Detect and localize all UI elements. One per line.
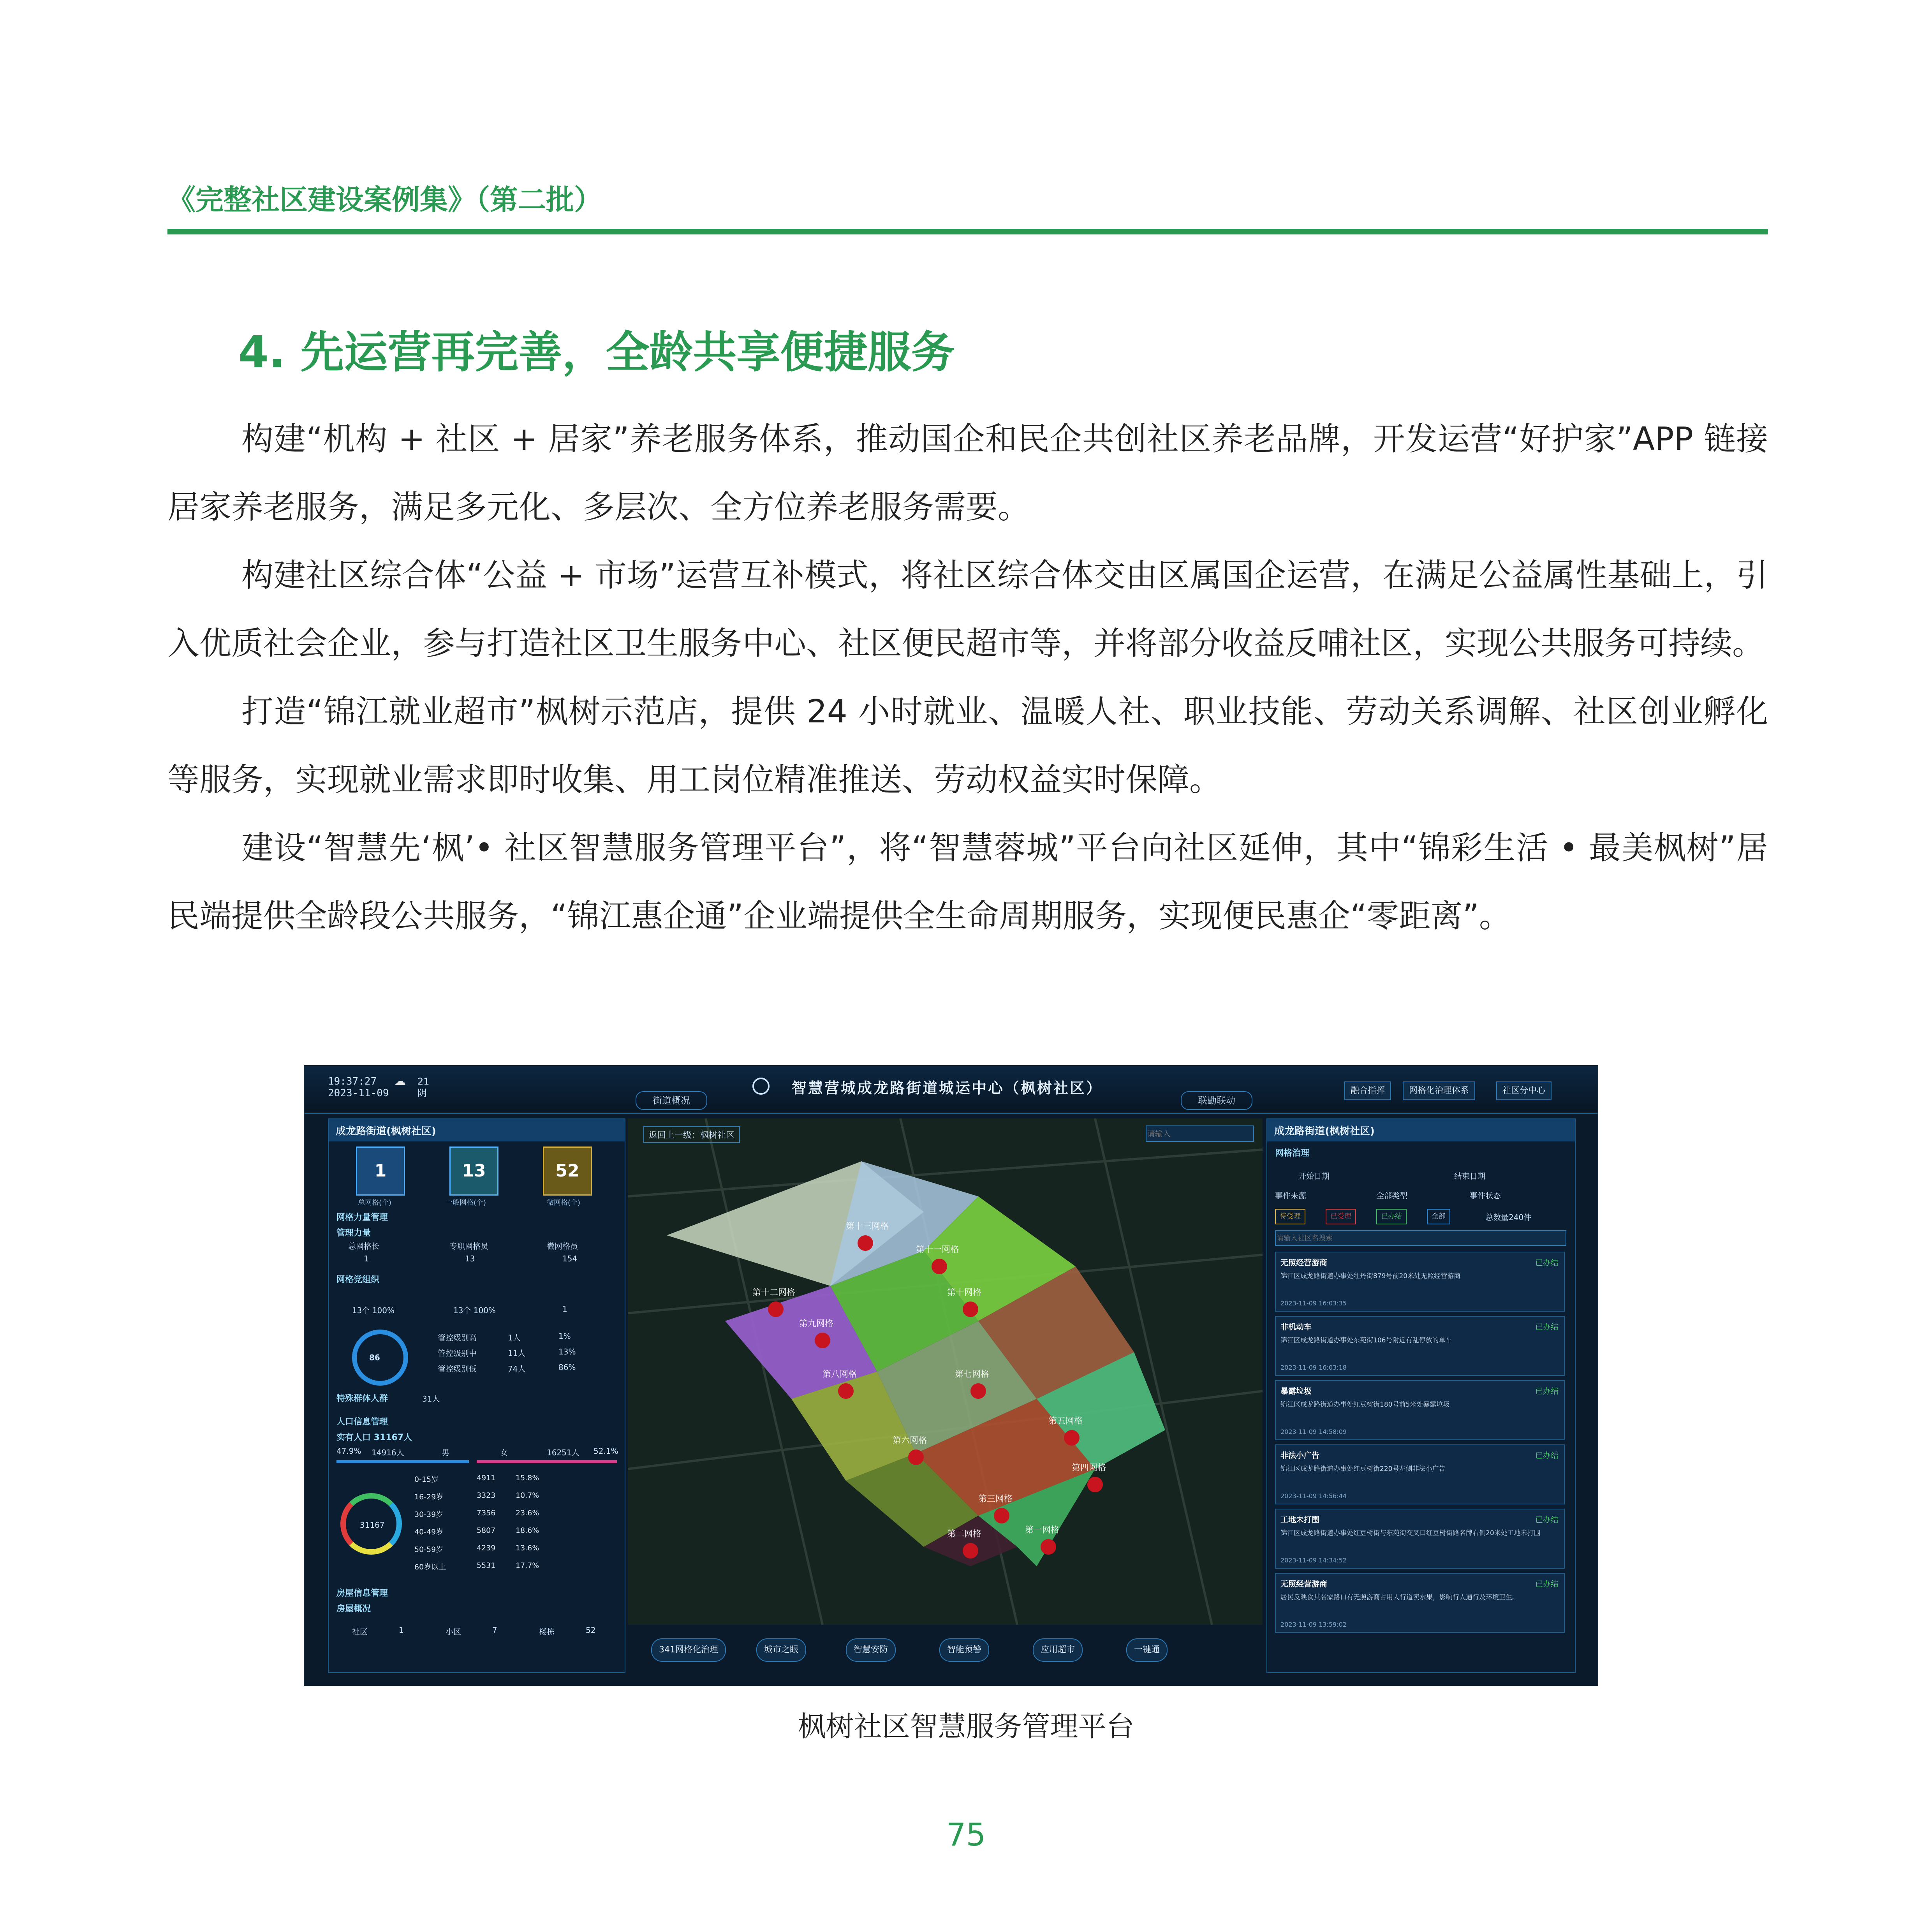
house-stat-value: 52 [586, 1626, 596, 1635]
status-done-button[interactable]: 已办结 [1376, 1209, 1407, 1224]
party-flag-icon [768, 1302, 784, 1317]
party-flag-icon [858, 1235, 873, 1251]
body-text [167, 405, 1768, 950]
event-time: 2023-11-09 14:58:09 [1280, 1428, 1347, 1435]
event-card[interactable] [1275, 1444, 1565, 1504]
male-bar [336, 1460, 469, 1463]
grid-label: 第七网格 [955, 1370, 990, 1379]
event-time: 2023-11-09 14:34:52 [1280, 1557, 1347, 1564]
grid-label: 第二网格 [947, 1529, 982, 1539]
grid-label: 第十一网格 [916, 1245, 959, 1255]
tile-label: 总网格(个) [358, 1199, 392, 1207]
event-text: 锦江区成龙路街道办事处东苑街106号附近有乱停放的单车 [1280, 1337, 1452, 1344]
party-flag-icon [908, 1449, 924, 1465]
tile-general-grid: 13 [449, 1147, 498, 1196]
power-value: 1 [364, 1254, 369, 1263]
house-stat-label: 社区 [352, 1627, 368, 1636]
event-card[interactable] [1275, 1509, 1565, 1569]
paragraph: 构建“机构 + 社区 + 居家”养老服务体系，推动国企和民企共创社区养老品牌，开发运营“好护家”APP 链接居家养老服务，满足多元化、多层次、全方位养老服务需要。 [167, 421, 1768, 526]
event-time: 2023-11-09 13:59:02 [1280, 1621, 1347, 1628]
btn-city-eye[interactable]: 城市之眼 [756, 1638, 806, 1662]
dashboard-title: 智慧营城成龙路街道城运中心（枫树社区） [791, 1080, 1102, 1097]
pop-total: 31167 [360, 1520, 385, 1530]
risk-total: 86 [369, 1353, 380, 1362]
tile-label: 微网格(个) [547, 1199, 581, 1207]
header-rule [167, 229, 1768, 234]
grid-label: 第一网格 [1025, 1525, 1060, 1535]
clock [328, 1076, 389, 1099]
grid-label: 第六网格 [893, 1436, 927, 1446]
event-text: 锦江区成龙路街道办事处红豆树街与东苑街交叉口红豆树街路名牌右侧20米处工地未打围 [1280, 1529, 1541, 1537]
party-heading: 网格党组织 [336, 1275, 380, 1285]
risk-row-count: 11人 [508, 1349, 526, 1358]
grid-label: 第十二网格 [752, 1288, 796, 1298]
power-value: 154 [562, 1254, 578, 1263]
community-search-input[interactable] [1275, 1230, 1566, 1246]
event-title: 非机动车 [1280, 1322, 1312, 1331]
risk-row-pct: 1% [558, 1331, 571, 1341]
male-count: 14916人 [372, 1448, 404, 1457]
party-flag-icon [1064, 1430, 1080, 1446]
filter-type[interactable]: 全部类型 [1376, 1191, 1407, 1200]
tile-label: 一般网格(个) [446, 1199, 486, 1207]
age-label: 30-39岁 [414, 1510, 444, 1519]
age-pct: 10.7% [516, 1491, 539, 1500]
temperature: 21 [417, 1076, 430, 1087]
age-count: 4239 [477, 1544, 496, 1552]
age-count: 7356 [477, 1509, 496, 1517]
risk-row-label: 管控级别高 [438, 1333, 477, 1342]
btn-smart-security[interactable]: 智慧安防 [846, 1638, 896, 1662]
grid-label: 第九网格 [799, 1319, 834, 1329]
house-overview: 房屋概况 [336, 1604, 371, 1614]
age-label: 40-49岁 [414, 1528, 444, 1536]
nav-fusion-command[interactable]: 融合指挥 [1344, 1081, 1391, 1100]
event-status: 已办结 [1535, 1579, 1559, 1589]
party-flag-icon [838, 1383, 854, 1399]
age-pct: 23.6% [516, 1509, 539, 1517]
paragraph: 构建社区综合体“公益 + 市场”运营互补模式，将社区综合体交由区属国企运营，在满足公益属性基础上，引入优质社会企业，参与打造社区卫生服务中心、社区便民超市等，并将部分收益反哺社区，实现公共服务可持续。 [167, 557, 1768, 662]
party-flag-icon [994, 1508, 1009, 1523]
power-value: 13 [465, 1254, 475, 1263]
section-title: 4. 先运营再完善，全龄共享便捷服务 [238, 327, 955, 378]
nav-grid-governance[interactable]: 网格化治理体系 [1403, 1081, 1475, 1100]
house-stat-value: 1 [399, 1626, 404, 1635]
party-value: 13个 100% [352, 1306, 395, 1315]
dashboard-topbar [305, 1066, 1597, 1114]
age-label: 60岁以上 [414, 1563, 446, 1571]
risk-row-label: 管控级别低 [438, 1364, 477, 1374]
party-flag-icon [970, 1383, 986, 1399]
grid-mgmt-heading: 网格力量管理 [336, 1213, 388, 1222]
event-status: 已办结 [1535, 1386, 1559, 1396]
filter-status[interactable]: 事件状态 [1470, 1191, 1501, 1200]
tab-joint-action[interactable]: 联勤联动 [1181, 1091, 1252, 1110]
btn-smart-alert[interactable]: 智能预警 [939, 1638, 989, 1662]
weather-word: 阴 [417, 1088, 427, 1099]
male-label: 男 [442, 1448, 449, 1457]
filter-source[interactable]: 事件来源 [1275, 1191, 1306, 1200]
back-link[interactable]: 返回上一级：枫树社区 [643, 1126, 740, 1143]
risk-row-label: 管控级别中 [438, 1349, 477, 1358]
risk-row-count: 1人 [508, 1333, 521, 1342]
left-panel-title: 成龙路街道(枫树社区) [329, 1119, 625, 1141]
house-stat-label: 楼栋 [539, 1627, 555, 1636]
event-title: 无照经营游商 [1280, 1258, 1327, 1267]
page-number: 75 [946, 1817, 986, 1853]
event-time: 2023-11-09 14:56:44 [1280, 1492, 1347, 1500]
party-flag-icon [932, 1259, 947, 1274]
age-label: 16-29岁 [414, 1493, 444, 1501]
btn-app-market[interactable]: 应用超市 [1033, 1638, 1083, 1662]
age-pct: 17.7% [516, 1561, 539, 1570]
event-time: 2023-11-09 16:03:35 [1280, 1300, 1347, 1307]
age-pct: 13.6% [516, 1544, 539, 1552]
party-flag-icon [963, 1302, 978, 1317]
event-total: 总数量240件 [1485, 1213, 1532, 1222]
event-text: 锦江区成龙路街道办事处牡丹街879号前20米处无照经营游商 [1280, 1272, 1461, 1280]
female-label: 女 [500, 1448, 508, 1457]
grid-label: 第十三网格 [846, 1222, 889, 1231]
female-bar [477, 1460, 617, 1463]
power-header: 专职网格员 [449, 1242, 488, 1251]
cloud-icon: ☁ [394, 1074, 406, 1088]
grid-label: 第三网格 [978, 1494, 1013, 1504]
house-stat-label: 小区 [446, 1627, 461, 1636]
dashboard-screenshot [304, 1065, 1598, 1686]
event-text: 锦江区成龙路街道办事处红豆树街180号前5米处暴露垃圾 [1280, 1401, 1450, 1409]
status-pending-button[interactable]: 待受理 [1275, 1209, 1305, 1224]
age-pct: 18.6% [516, 1526, 539, 1535]
pop-heading: 人口信息管理 [336, 1417, 388, 1427]
grid-map[interactable] [628, 1118, 1263, 1625]
paragraph: 打造“锦江就业超市”枫树示范店，提供 24 小时就业、温暖人社、职业技能、劳动关系调解、社区创业孵化等服务，实现就业需求即时收集、用工岗位精准推送、劳动权益实时保障。 [167, 693, 1768, 798]
event-card[interactable] [1275, 1316, 1565, 1376]
age-count: 3323 [477, 1491, 496, 1500]
risk-donut [352, 1330, 408, 1386]
power-header: 微网格员 [547, 1242, 578, 1251]
event-status: 已办结 [1535, 1515, 1559, 1524]
party-value: 13个 100% [453, 1306, 496, 1315]
status-all-button[interactable]: 全部 [1427, 1209, 1450, 1224]
figure-caption: 枫树社区智慧服务管理平台 [798, 1710, 1134, 1743]
map-search-input[interactable] [1146, 1125, 1254, 1142]
house-stat-value: 7 [492, 1626, 497, 1635]
house-heading: 房屋信息管理 [336, 1589, 388, 1598]
event-status: 已办结 [1535, 1258, 1559, 1267]
bottom-toolbar [628, 1629, 1263, 1671]
weather-info [417, 1076, 430, 1099]
risk-row-pct: 86% [558, 1363, 576, 1372]
party-flag-icon [1087, 1477, 1103, 1492]
filter-end-date[interactable]: 结束日期 [1454, 1171, 1485, 1181]
event-title: 暴露垃圾 [1280, 1386, 1312, 1396]
risk-row-count: 74人 [508, 1364, 526, 1374]
age-count: 5807 [477, 1526, 496, 1535]
event-text: 居民反映食其名家路口有无照游商占用人行道卖水果，影响行人通行及环境卫生。 [1280, 1594, 1519, 1601]
clock-date: 2023-11-09 [328, 1087, 389, 1099]
right-panel-title: 成龙路街道(枫树社区) [1267, 1119, 1575, 1141]
filter-start-date[interactable]: 开始日期 [1298, 1171, 1330, 1181]
male-pct: 47.9% [336, 1446, 361, 1456]
event-card[interactable] [1275, 1573, 1565, 1633]
event-status: 已办结 [1535, 1322, 1559, 1331]
age-label: 0-15岁 [414, 1475, 439, 1484]
event-title: 无照经营游商 [1280, 1579, 1327, 1589]
female-count: 16251人 [547, 1448, 579, 1457]
right-panel [1266, 1118, 1576, 1673]
tile-total-grid: 1 [356, 1147, 405, 1196]
age-label: 50-59岁 [414, 1545, 444, 1554]
grid-label: 第八网格 [822, 1370, 857, 1379]
event-card[interactable] [1275, 1252, 1565, 1312]
power-heading: 管理力量 [336, 1228, 371, 1238]
event-title: 工地未打围 [1280, 1515, 1319, 1524]
special-count: 31人 [422, 1394, 440, 1404]
power-header: 总网格长 [348, 1242, 379, 1251]
btn-grid-governance[interactable]: 341网格化治理 [651, 1638, 726, 1662]
map-svg [628, 1118, 1263, 1625]
clock-time: 19:37:27 [328, 1076, 377, 1087]
age-count: 4911 [477, 1474, 496, 1482]
grid-label: 第四网格 [1072, 1463, 1106, 1473]
btn-one-key[interactable]: 一键通 [1126, 1638, 1168, 1662]
paragraph: 建设“智慧先‘枫’• 社区智慧服务管理平台”，将“智慧蓉城”平台向社区延伸，其中“锦彩生活 • 最美枫树”居民端提供全龄段公共服务，“锦江惠企通”企业端提供全生命周期服务，实现便民惠企“零距离”。 [167, 830, 1768, 935]
party-value: 1 [562, 1304, 567, 1314]
tab-street-overview[interactable]: 街道概况 [636, 1091, 707, 1110]
nav-community-center[interactable]: 社区分中心 [1496, 1081, 1552, 1100]
grid-label: 第十网格 [947, 1288, 982, 1298]
event-status: 已办结 [1535, 1451, 1559, 1460]
special-heading: 特殊群体人群 [336, 1394, 388, 1404]
event-card[interactable] [1275, 1380, 1565, 1440]
age-pct: 15.8% [516, 1474, 539, 1482]
party-flag-icon [1041, 1539, 1056, 1555]
party-flag-icon [963, 1543, 978, 1559]
header-title: 《完整社区建设案例集》（第二批） [167, 183, 602, 216]
population-total: 实有人口 31167人 [336, 1433, 412, 1442]
risk-row-pct: 13% [558, 1347, 576, 1356]
event-title: 非法小广告 [1280, 1451, 1319, 1460]
tile-micro-grid: 52 [543, 1147, 592, 1196]
grid-label: 第五网格 [1048, 1416, 1083, 1426]
event-text: 锦江区成龙路街道办事处红豆树街220号左侧非法小广告 [1280, 1465, 1446, 1473]
event-time: 2023-11-09 16:03:18 [1280, 1364, 1347, 1371]
power-table [336, 1240, 617, 1267]
age-count: 5531 [477, 1561, 496, 1570]
female-pct: 52.1% [594, 1446, 618, 1456]
party-flag-icon [815, 1333, 830, 1348]
left-panel [328, 1118, 625, 1673]
status-accepted-button[interactable]: 已受理 [1326, 1209, 1356, 1224]
grid-governance-heading: 网格治理 [1275, 1148, 1310, 1158]
